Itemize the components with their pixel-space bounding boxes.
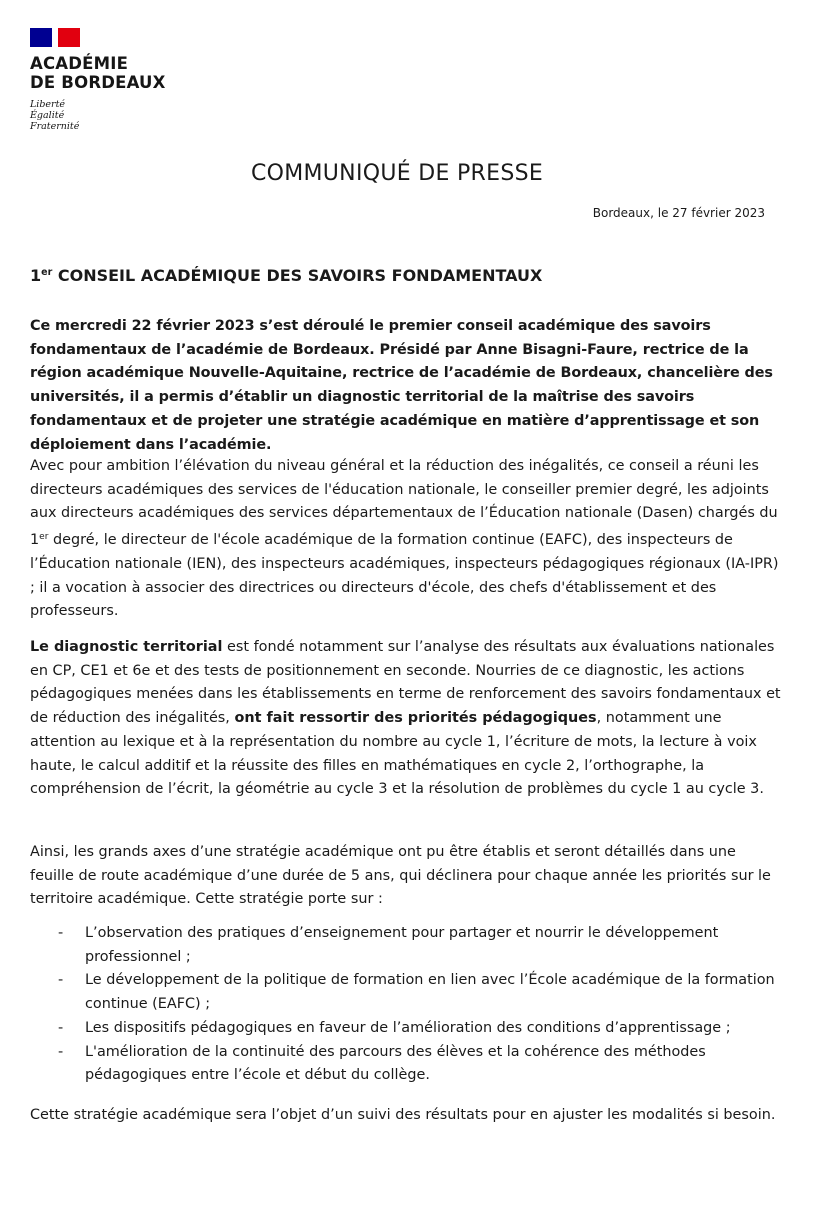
heading-number: 1 xyxy=(30,266,42,285)
list-item xyxy=(30,969,782,1016)
flag-blue-band xyxy=(30,28,52,47)
follow-up-text: Cette stratégie académique sera l’objet d’un suivi des résultats pour en ajuster les modalités si besoin. xyxy=(30,1107,776,1123)
list-item-text: Les dispositifs pédagogiques en faveur de l’amélioration des conditions d’apprentissage ; xyxy=(85,1019,731,1036)
diagnostic-bold-priorities: ont fait ressortir des priorités pédagogiques xyxy=(234,710,597,727)
lead-paragraph xyxy=(30,315,782,457)
academy-name-line2: DE BORDEAUX xyxy=(30,73,166,92)
republic-motto xyxy=(30,99,166,132)
list-item xyxy=(30,1041,782,1088)
academy-name-line1: ACADÉMIE xyxy=(30,54,129,73)
bullet-dash: - xyxy=(58,1043,64,1060)
page-title: COMMUNIQUÉ DE PRESSE xyxy=(250,161,544,186)
heading-text: CONSEIL ACADÉMIQUE DES SAVOIRS FONDAMENTAUX xyxy=(52,266,543,285)
lead-text: Ce mercredi 22 février 2023 s’est déroulé le premier conseil académique des savoirs fondamentaux de l’académie de Bordeaux. Présidé par Anne Bisagni-Faure, rectrice de la région académique Nouvelle-Aquitaine, rectrice de l’académie de Bordeaux, chancelière des universités, il a permis d’établir un diagnostic territorial de la maîtrise des savoirs fondamentaux et de projeter une stratégie académique en matière d’apprentissage et son déploiement dans l’académie. xyxy=(30,318,773,453)
list-item-text: L'amélioration de la continuité des parcours des élèves et la cohérence des méthodes pédagogiques entre l’école et début du collège. xyxy=(85,1043,706,1084)
list-item xyxy=(30,1017,782,1041)
paragraph-diagnostic xyxy=(30,636,782,802)
bullet-dash: - xyxy=(58,1019,64,1036)
paragraph-participants xyxy=(30,455,782,624)
academy-name xyxy=(30,54,166,92)
motto-liberte: Liberté xyxy=(30,99,66,110)
motto-fraternite: Fraternité xyxy=(30,121,80,132)
strategy-bullet-list xyxy=(30,922,782,1088)
academy-logo xyxy=(30,28,166,132)
paragraph-strategy xyxy=(30,841,782,912)
participants-text-part1: Avec pour ambition l’élévation du niveau général et la réduction des inégalités, ce conseil a réuni les directeurs académiques des services de l'éducation nationale, le conseiller premier degré, les adjoints aux directeurs académiques des services départementaux de l’Éducation nationale (Dasen) chargés du 1 xyxy=(30,458,778,549)
motto-egalite: Égalité xyxy=(30,110,65,121)
diagnostic-text-part1: est fondé notamment sur l’analyse des résultats aux évaluations nationales en CP, CE1 et 6e et des tests de positionnement en seconde. Nourries de ce diagnostic, les actions pédagogiques menées dans les établissements en terme de renforcement des savoirs fondamentaux et de réduction des inégalités, xyxy=(30,639,781,727)
participants-superscript: er xyxy=(39,532,49,543)
participants-text-part2: degré, le directeur de l'école académique de la formation continue (EAFC), des inspecteurs de l’Éducation nationale (IEN), des inspecteurs académiques, inspecteurs pédagogiques régionaux (IA-IPR) ; il a vocation à associer des directrices ou directeurs d'école, des chefs d'établissement et des professeurs. xyxy=(30,532,779,620)
strategy-text: Ainsi, les grands axes d’une stratégie académique ont pu être établis et seront détaillés dans une feuille de route académique d’une durée de 5 ans, qui déclinera pour chaque année les priorités sur le territoire académique. Cette stratégie porte sur : xyxy=(30,844,771,908)
republic-flag-icon xyxy=(30,28,80,47)
heading-superscript: er xyxy=(41,267,53,278)
diagnostic-bold-term: Le diagnostic territorial xyxy=(30,639,223,655)
flag-red-band xyxy=(58,28,80,47)
diagnostic-text-part2: , notamment une attention au lexique et à la représentation du nombre au cycle 1, l’écriture de mots, la lecture à voix haute, le calcul additif et la réussite des filles en mathématiques en cycle 2, l’orthographe, la compréhension de l’écrit, la géométrie au cycle 3 et la résolution de problèmes du cycle 1 au cycle 3. xyxy=(30,710,764,798)
date-line: Bordeaux, le 27 février 2023 xyxy=(592,206,765,220)
bullet-dash: - xyxy=(58,972,64,989)
section-heading xyxy=(30,266,542,285)
list-item xyxy=(30,922,782,969)
list-item-text: Le développement de la politique de formation en lien avec l’École académique de la formation continue (EAFC) ; xyxy=(85,972,775,1013)
participants-text xyxy=(30,455,782,624)
diagnostic-text xyxy=(30,636,782,802)
bullet-dash: - xyxy=(58,925,64,941)
list-item-text: L’observation des pratiques d’enseignement pour partager et nourrir le développement professionnel ; xyxy=(85,925,719,965)
paragraph-follow-up xyxy=(30,1104,782,1128)
